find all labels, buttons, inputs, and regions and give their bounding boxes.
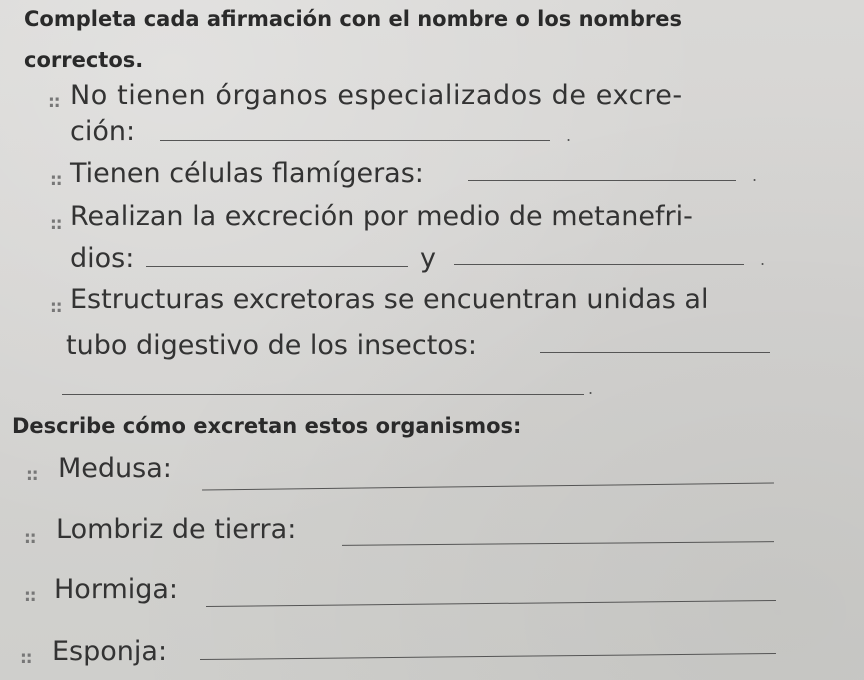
bullet-icon: :: bbox=[50, 214, 62, 234]
answer-blank-1[interactable] bbox=[160, 140, 550, 141]
answer-blank-4b[interactable] bbox=[62, 394, 584, 395]
answer-blank-4a[interactable] bbox=[540, 352, 770, 353]
organism-hormiga-label: Hormiga: bbox=[54, 574, 179, 605]
statement-4-period: . bbox=[588, 379, 594, 398]
answer-blank-3a[interactable] bbox=[146, 266, 408, 267]
statement-3-period: . bbox=[760, 250, 766, 269]
statement-1-line2: ción: bbox=[70, 116, 136, 147]
bullet-icon: :: bbox=[48, 92, 60, 112]
statement-1-line1: No tienen órganos especializados de excre- bbox=[70, 80, 683, 111]
organism-medusa-label: Medusa: bbox=[58, 453, 172, 484]
bullet-icon: :: bbox=[50, 297, 62, 317]
answer-line-lombriz[interactable] bbox=[342, 541, 774, 546]
statement-4-line2: tubo digestivo de los insectos: bbox=[66, 330, 477, 361]
answer-line-esponja[interactable] bbox=[200, 653, 776, 660]
organism-esponja-label: Esponja: bbox=[52, 636, 168, 667]
answer-line-medusa[interactable] bbox=[202, 483, 774, 491]
statement-4-line1: Estructuras excretoras se encuentran unidas al bbox=[70, 284, 709, 315]
bullet-icon: :: bbox=[50, 170, 62, 190]
section1-instruction-line2: correctos. bbox=[24, 48, 144, 72]
answer-blank-2[interactable] bbox=[468, 180, 736, 181]
bullet-icon: :: bbox=[24, 528, 36, 548]
answer-blank-3b[interactable] bbox=[454, 264, 744, 265]
statement-3-line2: dios: bbox=[70, 243, 135, 274]
statement-3-connector: y bbox=[420, 243, 436, 274]
bullet-icon: :: bbox=[20, 648, 32, 668]
statement-1-period: . bbox=[566, 126, 572, 145]
organism-lombriz-label: Lombriz de tierra: bbox=[56, 514, 297, 545]
bullet-icon: :: bbox=[26, 465, 38, 485]
section2-instruction: Describe cómo excretan estos organismos: bbox=[12, 414, 522, 438]
statement-3-line1: Realizan la excreción por medio de metanefri- bbox=[70, 201, 693, 232]
bullet-icon: :: bbox=[24, 586, 36, 606]
statement-2: Tienen células flamígeras: bbox=[70, 158, 424, 189]
answer-line-hormiga[interactable] bbox=[206, 600, 776, 607]
section1-instruction-line1: Completa cada afirmación con el nombre o los nombres bbox=[24, 7, 682, 31]
statement-2-period: . bbox=[752, 166, 758, 185]
